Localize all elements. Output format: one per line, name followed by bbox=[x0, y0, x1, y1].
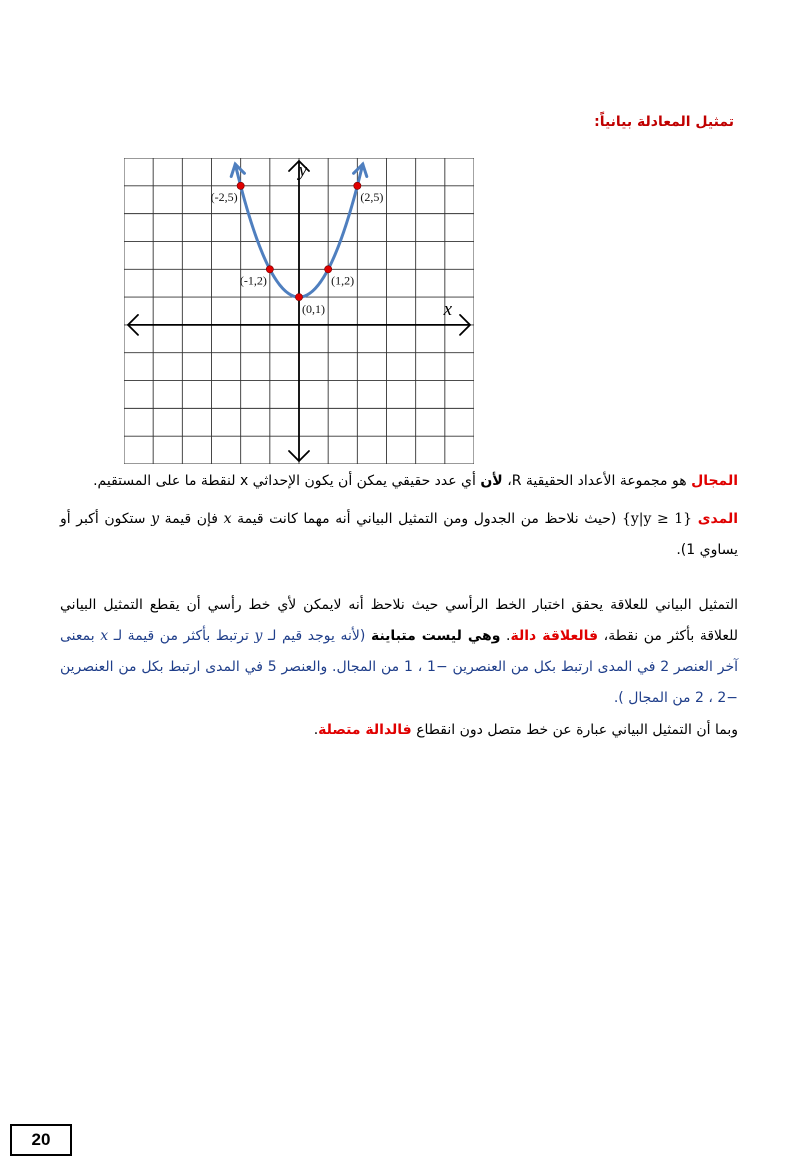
data-point bbox=[237, 182, 244, 189]
data-point bbox=[266, 266, 273, 273]
vline-text-2: . bbox=[506, 628, 511, 644]
point-label: (-2,5) bbox=[210, 189, 238, 204]
point-label: (1,2) bbox=[331, 273, 355, 288]
function-graph bbox=[124, 158, 474, 464]
domain-text-1: هو مجموعة الأعداد الحقيقية R، bbox=[507, 473, 687, 489]
range-set: {y|y ≥ 1} bbox=[621, 511, 693, 527]
range-text-1: (حيث نلاحظ من الجدول ومن التمثيل البياني أنه مهما كانت قيمة bbox=[237, 511, 617, 527]
vertical-line-paragraph bbox=[60, 590, 738, 714]
point-label: (-1,2) bbox=[239, 273, 267, 288]
vline-blue-1: (لأنه يوجد قيم لـ bbox=[268, 628, 366, 644]
vline-red: فالعلاقة دالة bbox=[510, 628, 599, 644]
domain-text-2: أي عدد حقيقي يمكن أن يكون الإحداثي x لنقطة ما على المستقيم. bbox=[93, 473, 476, 489]
range-text-3: ستكون أكبر أو يساوي 1). bbox=[60, 511, 738, 558]
vline-bold: وهي ليست متباينة bbox=[370, 628, 501, 644]
range-text-2: فإن قيمة bbox=[164, 511, 218, 527]
vline-var-x: x bbox=[100, 628, 109, 644]
point-label: (2,5) bbox=[360, 189, 384, 204]
point-label: (0,1) bbox=[302, 302, 325, 317]
data-point bbox=[295, 293, 302, 300]
range-paragraph bbox=[60, 504, 738, 566]
y-axis-label: y bbox=[298, 160, 307, 181]
cont-red: فالدالة متصلة bbox=[318, 722, 412, 738]
data-point bbox=[325, 266, 332, 273]
graph-axes bbox=[128, 161, 470, 461]
continuity-paragraph bbox=[60, 715, 738, 746]
range-var-y: y bbox=[151, 511, 160, 527]
range-var-x: x bbox=[223, 511, 232, 527]
section-heading: تمثيل المعادلة بيانياً: bbox=[594, 114, 734, 130]
cont-text-1: وبما أن التمثيل البياني عبارة عن خط متصل دون انقطاع bbox=[416, 722, 738, 738]
vline-var-y: y bbox=[254, 628, 263, 644]
vline-blue-2: ترتبط بأكثر من قيمة لـ bbox=[113, 628, 249, 644]
domain-term: المجال bbox=[691, 473, 738, 489]
domain-paragraph bbox=[60, 466, 738, 497]
range-term: المدى bbox=[697, 511, 739, 527]
page-number: 20 bbox=[10, 1124, 72, 1156]
domain-bold: لأن bbox=[480, 473, 503, 489]
data-point bbox=[354, 182, 361, 189]
vline-blue-3: بمعنى آخر العنصر 2 في المدى ارتبط بكل من العنصرين −1 ، 1 من المجال. والعنصر 5 في المدى ارتبط بكل من العنصرين −2 ، 2 من المجال ). bbox=[60, 628, 738, 706]
x-axis-label: x bbox=[443, 298, 452, 320]
vline-text-1: التمثيل البياني للعلاقة يحقق اختبار الخط الرأسي حيث نلاحظ أنه لايمكن لأي خط رأسي أن يقطع التمثيل البياني للعلاقة بأكثر من نقطة، bbox=[60, 597, 739, 644]
cont-text-2: . bbox=[313, 722, 319, 738]
